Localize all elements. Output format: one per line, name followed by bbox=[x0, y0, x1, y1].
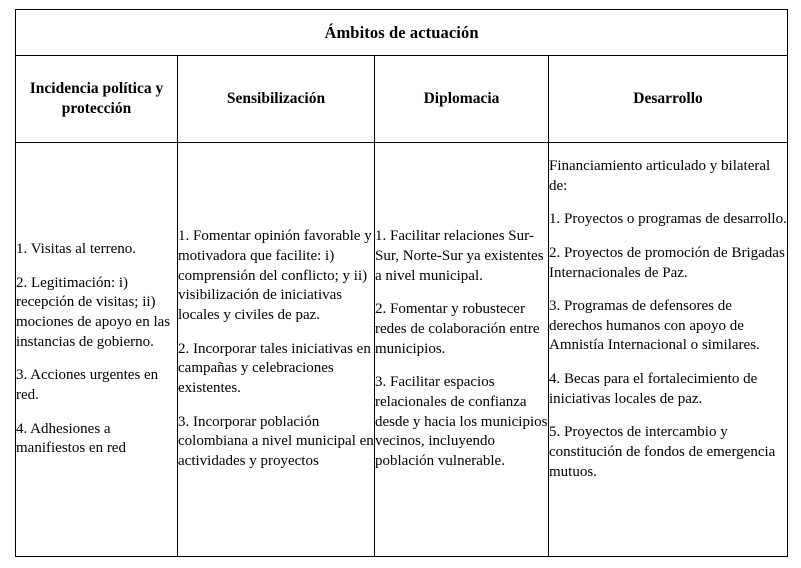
column-header-diplomacia: Diplomacia bbox=[375, 56, 549, 143]
table-body-row bbox=[16, 143, 788, 557]
list-item: 1. Visitas al terreno. bbox=[16, 241, 137, 258]
list-item: 4. Becas para el fortalecimiento de iniciativas locales de paz. bbox=[549, 371, 758, 407]
table-title-row bbox=[16, 10, 788, 56]
list-item: 3. Facilitar espacios relacionales de confianza desde y hacia los municipios vecinos, incluyendo población vulnerable. bbox=[375, 374, 548, 469]
list-item: 3. Acciones urgentes en red. bbox=[16, 367, 159, 403]
table-header-row bbox=[16, 56, 788, 143]
list-item: 4. Adhesiones a manifiestos en red bbox=[16, 420, 126, 457]
list-item: 2. Incorporar tales iniciativas en campañas y celebraciones existentes. bbox=[178, 340, 371, 396]
list-item: 2. Fomentar y robustecer redes de colaboración entre municipios. bbox=[375, 301, 540, 357]
cell-diplomacia bbox=[375, 143, 549, 557]
list-item: 1. Fomentar opinión favorable y motivadora que facilite: i) comprensión del conflicto; y ii) visibilización de iniciativas locales y civiles de paz. bbox=[178, 228, 372, 324]
column-header-incidencia-politica-y-proteccion: Incidencia política y protección bbox=[16, 56, 178, 143]
list-item: 3. Incorporar población colombiana a nivel municipal en actividades y proyectos bbox=[178, 413, 374, 469]
list-item: 3. Programas de defensores de derechos humanos con apoyo de Amnistía Internacional o similares. bbox=[549, 298, 760, 354]
cell-desarrollo bbox=[549, 143, 788, 557]
list-item: 2. Legitimación: i) recepción de visitas; ii) mociones de apoyo en las instancias de gobierno. bbox=[16, 274, 171, 350]
cell-incidencia-politica-y-proteccion bbox=[16, 143, 178, 557]
scope-of-action-table bbox=[15, 9, 788, 557]
column-header-sensibilizacion: Sensibilización bbox=[178, 56, 375, 143]
cell-sensibilizacion bbox=[178, 143, 375, 557]
list-item: 2. Proyectos de promoción de Brigadas Internacionales de Paz. bbox=[549, 244, 785, 281]
column-header-desarrollo: Desarrollo bbox=[549, 56, 788, 143]
cell-intro-text: Financiamiento articulado y bilateral de: bbox=[549, 158, 771, 194]
list-item: 1. Facilitar relaciones Sur-Sur, Norte-Sur ya existentes a nivel municipal. bbox=[375, 228, 544, 284]
list-item: 1. Proyectos o programas de desarrollo. bbox=[549, 211, 787, 228]
list-item: 5. Proyectos de intercambio y constitución de fondos de emergencia mutuos. bbox=[549, 424, 776, 480]
table-title: Ámbitos de actuación bbox=[16, 10, 788, 56]
